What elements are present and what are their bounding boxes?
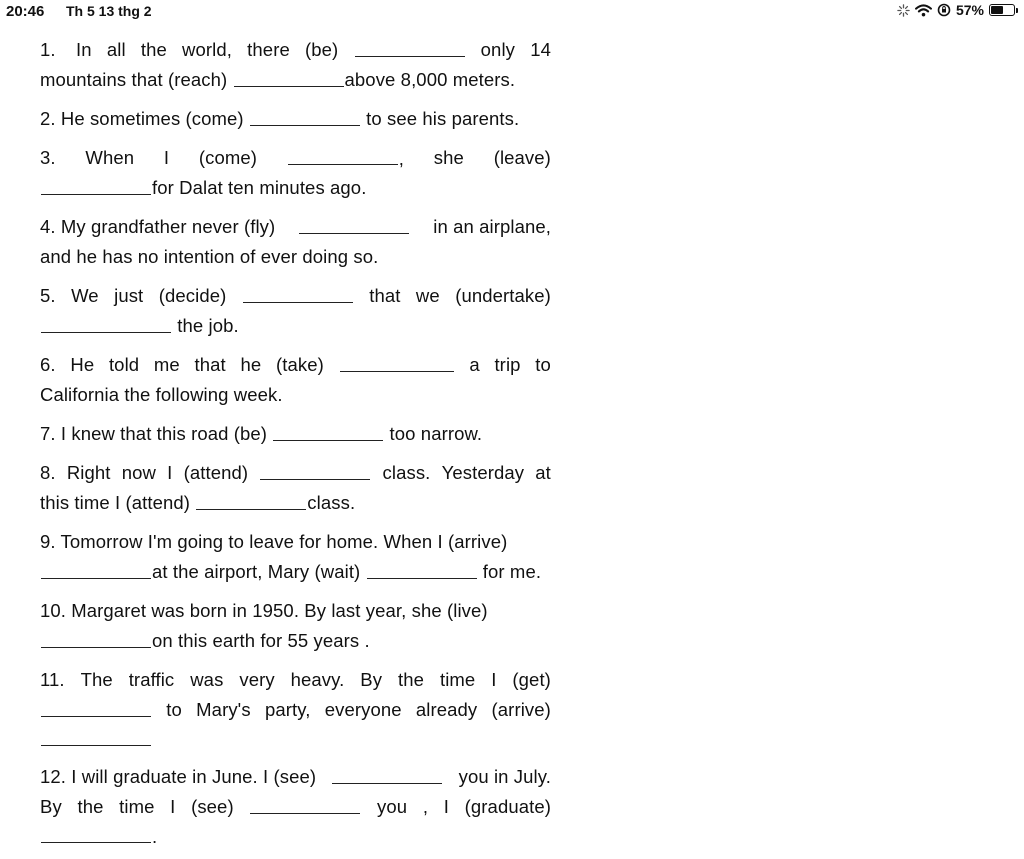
answer-blank — [41, 557, 151, 579]
sentence-text: 9. Tomorrow I'm going to leave for home. When I (arrive) — [40, 531, 508, 552]
exercise-11 — [40, 665, 551, 754]
clock: 20:46 — [6, 3, 45, 20]
punctuation: , — [398, 148, 405, 169]
answer-blank-group — [40, 626, 152, 656]
exercise-5 — [40, 281, 551, 340]
sentence-text: the — [140, 39, 167, 60]
sentence-text: at — [535, 462, 551, 483]
exercise-line — [40, 212, 551, 242]
exercise-4 — [40, 212, 551, 271]
exercise-line — [40, 695, 551, 725]
answer-blank — [355, 35, 465, 57]
sentence-text: 2. He sometimes (come) — [40, 108, 249, 129]
sentence-text: and he has no intention of ever doing so. — [40, 245, 379, 267]
sentence-text: (see) — [191, 795, 234, 817]
answer-blank — [273, 419, 383, 441]
date: Th 5 13 thg 2 — [66, 3, 152, 19]
sentence-text: for me. — [477, 560, 542, 582]
sentence-text: a — [469, 354, 480, 375]
exercise-line — [40, 143, 551, 173]
exercise-line — [40, 35, 551, 65]
exercise-line — [40, 488, 551, 518]
sentence-text: traffic — [128, 669, 175, 690]
sentence-text: heavy. — [290, 669, 345, 690]
sentence-text: he — [240, 354, 262, 375]
exercise-line — [40, 173, 551, 203]
answer-blank-group — [249, 104, 361, 134]
answer-blank-group — [272, 419, 384, 449]
exercise-line — [40, 626, 551, 656]
answer-blank-group — [331, 762, 443, 792]
answer-blank — [367, 557, 477, 579]
answer-blank-group — [40, 173, 152, 203]
sentence-text: In — [76, 39, 92, 60]
exercise-line — [40, 311, 551, 341]
sentence-text: above 8,000 meters. — [344, 68, 516, 90]
exercise-8 — [40, 458, 551, 517]
sentence-text: , — [422, 795, 429, 817]
sentence-text: California the following week. — [40, 383, 283, 405]
sentence-text: the job. — [172, 314, 239, 336]
exercise-6 — [40, 350, 551, 409]
exercise-line — [40, 821, 551, 851]
sentence-text: trip — [494, 354, 521, 375]
sentence-text: 11. — [40, 669, 65, 690]
sentence-text: 5. — [40, 285, 56, 306]
sentence-text: at the airport, Mary (wait) — [152, 560, 366, 582]
answer-blank — [41, 311, 171, 333]
answer-blank — [250, 792, 360, 814]
sentence-text: already — [415, 698, 478, 720]
answer-blank — [41, 626, 151, 648]
battery-icon — [989, 4, 1015, 16]
orientation-lock-icon — [937, 3, 951, 17]
answer-blank-group — [40, 311, 172, 341]
answer-blank-group — [249, 792, 361, 822]
exercise-line — [40, 242, 551, 272]
sentence-text: (decide) — [158, 285, 227, 306]
sentence-text: class. — [382, 462, 431, 483]
answer-blank — [243, 281, 353, 303]
sentence-text: this time I (attend) — [40, 491, 196, 513]
sentence-text: 10. Margaret was born in 1950. By last year, she (live) — [40, 600, 488, 621]
sentence-text: 14 — [530, 39, 551, 60]
sentence-text: I — [167, 462, 173, 483]
sentence-text: (undertake) — [455, 285, 551, 306]
sentence-text: to — [166, 698, 182, 720]
exercise-line — [40, 104, 551, 134]
sentence-text: for Dalat ten minutes ago. — [152, 176, 367, 198]
exercise-line — [40, 665, 551, 695]
sentence-text: everyone — [324, 698, 402, 720]
exercise-line — [40, 557, 551, 587]
sentence-text: in an airplane, — [428, 216, 551, 237]
answer-blank — [260, 458, 370, 480]
sentence-text: (come) — [198, 147, 258, 168]
sentence-text: on this earth for 55 years . — [152, 629, 370, 651]
sentence-text: all — [106, 39, 126, 60]
sentence-text: 12. I will graduate in June. I (see) — [40, 766, 322, 787]
answer-blank-group — [40, 821, 157, 851]
sentence-text: to see his parents. — [360, 108, 520, 129]
sentence-text: only — [480, 39, 516, 60]
sentence-text: mountains that (reach) — [40, 68, 233, 90]
sentence-text: 1. — [40, 39, 61, 60]
exercise-line — [40, 65, 551, 95]
answer-blank-group — [287, 143, 404, 173]
answer-blank-group — [339, 350, 455, 380]
sentence-text: (be) — [305, 39, 339, 60]
sentence-text: I — [491, 669, 497, 690]
sentence-text: party, — [264, 698, 311, 720]
sentence-text: told — [108, 354, 140, 375]
exercise-1 — [40, 35, 551, 94]
answer-blank — [41, 173, 151, 195]
sentence-text: He — [70, 354, 95, 375]
answer-blank — [41, 821, 151, 843]
exercise-12 — [40, 762, 551, 851]
status-icons — [897, 2, 1018, 18]
sentence-text: (attend) — [183, 462, 249, 483]
sentence-text: (arrive) — [491, 698, 551, 720]
sentence-text: now — [121, 462, 156, 483]
answer-blank-group — [40, 557, 152, 587]
sentence-text: the — [398, 669, 425, 690]
sentence-text: time — [439, 669, 476, 690]
sentence-text: she — [433, 147, 464, 168]
battery-cap — [1016, 8, 1018, 13]
sentence-text: to — [535, 354, 551, 375]
sentence-text: was — [190, 669, 224, 690]
exercise-line — [40, 527, 551, 557]
sentence-text: 6. — [40, 354, 56, 375]
loading-spinner-icon — [897, 4, 910, 17]
exercise-line — [40, 762, 551, 792]
sentence-text: very — [239, 669, 275, 690]
sentence-text: Yesterday — [441, 462, 525, 483]
sentence-text: me — [153, 354, 180, 375]
sentence-text: I — [163, 147, 170, 168]
exercise-10 — [40, 596, 551, 655]
answer-blank — [288, 143, 398, 165]
sentence-text: that — [369, 285, 401, 306]
answer-blank-group — [242, 281, 354, 311]
sentence-text: world, — [182, 39, 232, 60]
exercise-line — [40, 380, 551, 410]
sentence-text: just — [114, 285, 144, 306]
answer-blank-group — [40, 695, 152, 725]
answer-blank — [299, 212, 409, 234]
exercise-line — [40, 792, 551, 822]
sentence-text: By — [360, 669, 383, 690]
sentence-text: (graduate) — [464, 795, 551, 817]
answer-blank-group — [354, 35, 466, 65]
sentence-text: 3. — [40, 147, 56, 168]
exercise-7 — [40, 419, 551, 449]
sentence-text: 4. My grandfather never (fly) — [40, 216, 281, 237]
sentence-text: By — [40, 795, 62, 817]
sentence-text: the — [77, 795, 104, 817]
exercise-line — [40, 281, 551, 311]
sentence-text: The — [80, 669, 113, 690]
sentence-text: I — [443, 795, 449, 817]
wifi-icon — [915, 4, 932, 17]
answer-blank — [196, 488, 306, 510]
sentence-text: that — [194, 354, 226, 375]
sentence-text: (take) — [276, 354, 324, 375]
answer-blank-group — [366, 557, 478, 587]
exercise-line — [40, 419, 551, 449]
sentence-text: We — [71, 285, 99, 306]
exercise-line — [40, 596, 551, 626]
sentence-text: (get) — [512, 669, 551, 690]
exercise-2 — [40, 104, 551, 134]
status-bar — [0, 0, 1024, 24]
answer-blank-group — [298, 212, 410, 242]
answer-blank — [41, 695, 151, 717]
sentence-text: time — [119, 795, 155, 817]
sentence-text: Mary's — [196, 698, 251, 720]
sentence-text: class. — [307, 491, 356, 513]
exercise-3 — [40, 143, 551, 202]
sentence-text: you in July. — [453, 766, 551, 787]
exercise-9 — [40, 527, 551, 586]
sentence-text: I — [170, 795, 176, 817]
answer-blank-group — [259, 458, 371, 488]
sentence-text: 7. I knew that this road (be) — [40, 423, 273, 444]
answer-blank — [41, 724, 151, 746]
answer-blank — [332, 762, 442, 784]
sentence-text: When — [85, 147, 135, 168]
answer-blank — [250, 104, 360, 126]
exercise-line — [40, 458, 551, 488]
answer-blank — [234, 65, 344, 87]
sentence-text: (leave) — [493, 147, 551, 168]
punctuation: . — [152, 826, 158, 847]
exercise-line — [40, 724, 551, 754]
answer-blank-group — [195, 488, 307, 518]
sentence-text: too narrow. — [384, 423, 483, 444]
sentence-text: Right — [66, 462, 111, 483]
sentence-text: we — [415, 285, 440, 306]
sentence-text: there — [247, 39, 290, 60]
sentence-text: you — [377, 795, 408, 817]
sentence-text: 8. — [40, 462, 56, 483]
answer-blank — [340, 350, 454, 372]
answer-blank-group — [233, 65, 345, 95]
battery-percent: 57% — [955, 2, 984, 18]
exercise-line — [40, 350, 551, 380]
answer-blank-group — [40, 724, 152, 754]
